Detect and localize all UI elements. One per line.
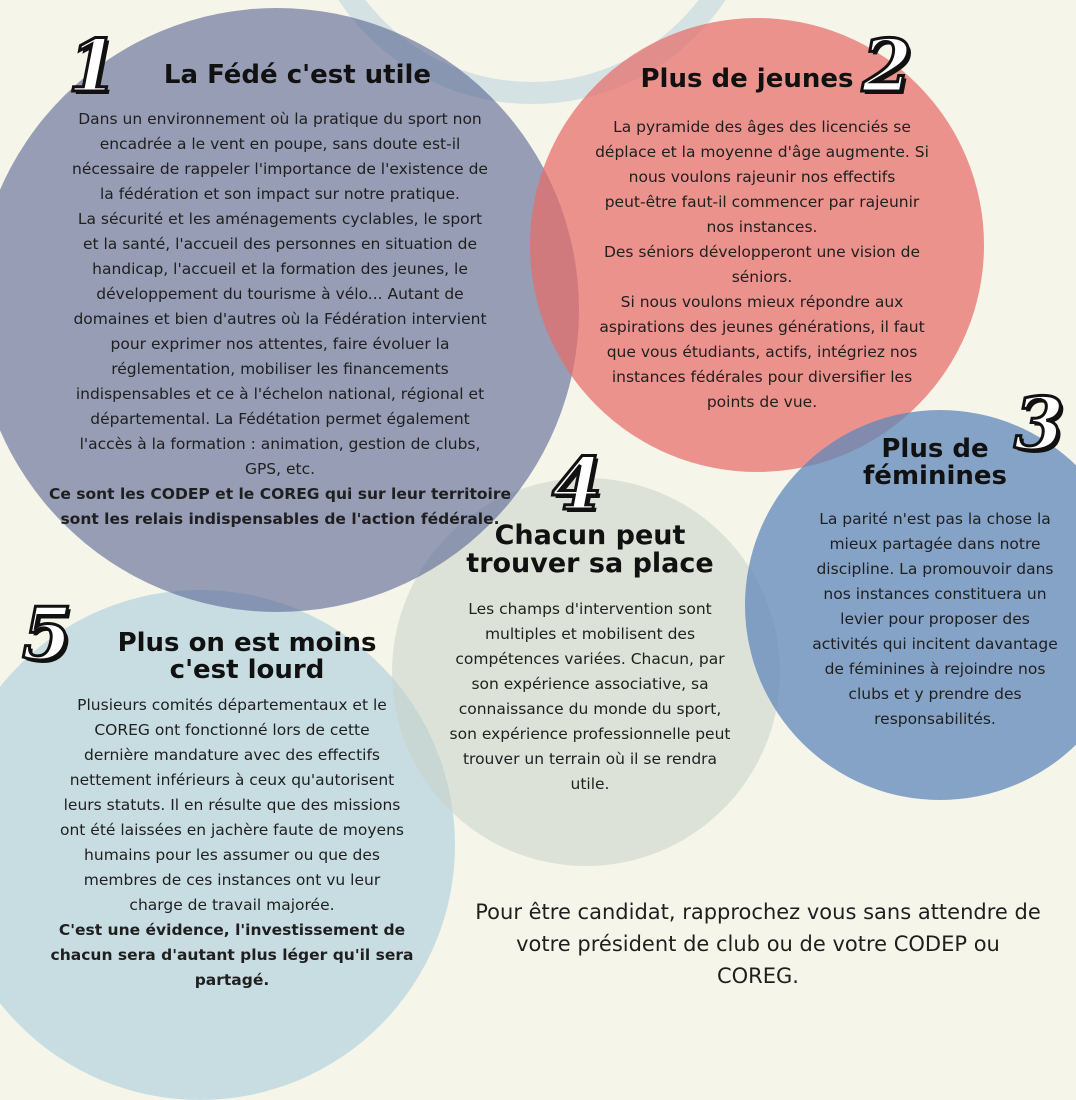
- footer-line: votre président de club ou de votre CODEP ou: [516, 932, 1000, 956]
- text-line: Des séniors développeront une vision de: [603, 243, 921, 262]
- bold-text-line: sont les relais indispensables de l'action fédérale.: [60, 510, 500, 529]
- section-1-title: La Fédé c'est utile: [163, 60, 432, 90]
- text-line: développement du tourisme à vélo... Autant de: [96, 285, 464, 304]
- bold-text-line: Ce sont les CODEP et le COREG qui sur leur territoire: [48, 485, 512, 504]
- section-2-title: Plus de jeunes: [640, 64, 854, 94]
- text-line: encadrée a le vent en poupe, sans doute est-il: [99, 135, 461, 154]
- text-line: COREG ont fonctionné lors de cette: [94, 720, 370, 739]
- text-line: de féminines à rejoindre nos: [824, 659, 1046, 678]
- section-2-text: [568, 115, 956, 415]
- text-line: Plusieurs comités départementaux et le: [77, 695, 387, 714]
- title-line: Plus de: [881, 434, 989, 464]
- text-line: utile.: [570, 774, 610, 793]
- text-line: son expérience associative, sa: [471, 674, 709, 693]
- text-line: nous voulons rajeunir nos effectifs: [628, 168, 896, 187]
- text-line: peut-être faut-il commencer par rajeunir: [604, 193, 920, 212]
- title-line: c'est lourd: [169, 655, 325, 686]
- bold-text-line: C'est une évidence, l'investissement de: [58, 920, 406, 939]
- section-1: [30, 62, 530, 532]
- section-1-text: [30, 107, 530, 532]
- text-line: charge de travail majorée.: [129, 895, 335, 914]
- text-line: multiples et mobilisent des: [484, 624, 696, 643]
- text-line: instances fédérales pour diversifier les: [611, 368, 913, 387]
- text-line: la fédération et son impact sur notre pratique.: [99, 185, 460, 204]
- section-3: [790, 436, 1076, 732]
- text-line: son expérience professionnelle peut: [449, 724, 731, 743]
- text-line: domaines et bien d'autres où la Fédération intervient: [73, 310, 487, 329]
- text-line: aspirations des jeunes générations, il faut: [599, 318, 925, 337]
- text-line: La parité n'est pas la chose la: [819, 509, 1051, 528]
- text-line: GPS, etc.: [244, 460, 316, 479]
- text-line: dernière mandature avec des effectifs: [83, 745, 380, 764]
- text-line: membres de ces instances ont vu leur: [83, 870, 381, 889]
- text-line: Les champs d'intervention sont: [468, 599, 712, 618]
- text-line: connaissance du monde du sport,: [458, 699, 722, 718]
- text-line: responsabilités.: [874, 709, 996, 728]
- text-line: trouver un terrain où il se rendra: [462, 749, 718, 768]
- title-line: Chacun peut: [494, 520, 686, 551]
- text-line: discipline. La promouvoir dans: [816, 559, 1054, 578]
- text-line: déplace et la moyenne d'âge augmente. Si: [595, 143, 929, 162]
- text-line: nécessaire de rappeler l'importance de l'existence de: [72, 160, 488, 179]
- text-line: nos instances.: [706, 218, 818, 237]
- text-line: que vous étudiants, actifs, intégriez nos: [606, 343, 918, 362]
- section-1-number: 1: [68, 23, 119, 108]
- text-line: ont été laissées en jachère faute de moyens: [59, 820, 404, 839]
- footer-line: Pour être candidat, rapprochez vous sans attendre de: [475, 900, 1041, 924]
- bold-text-line: chacun sera d'autant plus léger qu'il sera: [50, 945, 414, 964]
- text-line: handicap, l'accueil et la formation des jeunes, le: [92, 260, 468, 279]
- section-3-number: 3: [1014, 381, 1065, 466]
- section-2-number: 2: [862, 23, 913, 108]
- text-line: Si nous voulons mieux répondre aux: [620, 293, 904, 312]
- text-line: nettement inférieurs à ceux qu'autorisent: [69, 770, 395, 789]
- text-line: réglementation, mobiliser les financements: [111, 360, 449, 379]
- section-5-title: [52, 630, 442, 685]
- text-line: départemental. La Fédétation permet également: [90, 410, 470, 429]
- text-line: compétences variées. Chacun, par: [455, 649, 725, 668]
- footer-line: COREG.: [716, 964, 799, 988]
- section-5-text: [22, 693, 442, 993]
- footer-call-to-action: [452, 896, 1064, 992]
- section-4-title: [420, 522, 760, 579]
- title-line: féminines: [863, 461, 1007, 492]
- section-4-text: [420, 597, 760, 797]
- title-line: trouver sa place: [466, 548, 714, 580]
- section-4: [420, 522, 760, 797]
- text-line: nos instances constituera un: [823, 584, 1047, 603]
- text-line: La pyramide des âges des licenciés se: [613, 118, 911, 137]
- text-line: levier pour proposer des: [840, 609, 1030, 628]
- text-line: clubs et y prendre des: [848, 684, 1022, 703]
- section-5-number: 5: [22, 591, 73, 676]
- text-line: points de vue.: [706, 393, 818, 412]
- text-line: mieux partagée dans notre: [829, 534, 1041, 553]
- text-line: La sécurité et les aménagements cyclables, le sport: [77, 210, 483, 229]
- text-line: indispensables et ce à l'échelon national, régional et: [75, 385, 485, 404]
- text-line: humains pour les assumer ou que des: [84, 845, 380, 864]
- text-line: pour exprimer nos attentes, faire évoluer la: [110, 335, 450, 354]
- text-line: séniors.: [731, 268, 793, 287]
- bold-text-line: partagé.: [194, 970, 270, 989]
- section-4-number: 4: [552, 441, 603, 526]
- text-line: leurs statuts. Il en résulte que des missions: [63, 795, 401, 814]
- text-line: et la santé, l'accueil des personnes en situation de: [82, 235, 478, 254]
- text-line: Dans un environnement où la pratique du sport non: [78, 110, 482, 129]
- section-3-text: [790, 507, 1076, 732]
- text-line: activités qui incitent davantage: [812, 634, 1058, 653]
- section-5: [22, 630, 442, 993]
- text-line: l'accès à la formation : animation, gestion de clubs,: [79, 435, 481, 454]
- section-2: [568, 66, 956, 415]
- title-line: Plus on est moins: [117, 628, 377, 658]
